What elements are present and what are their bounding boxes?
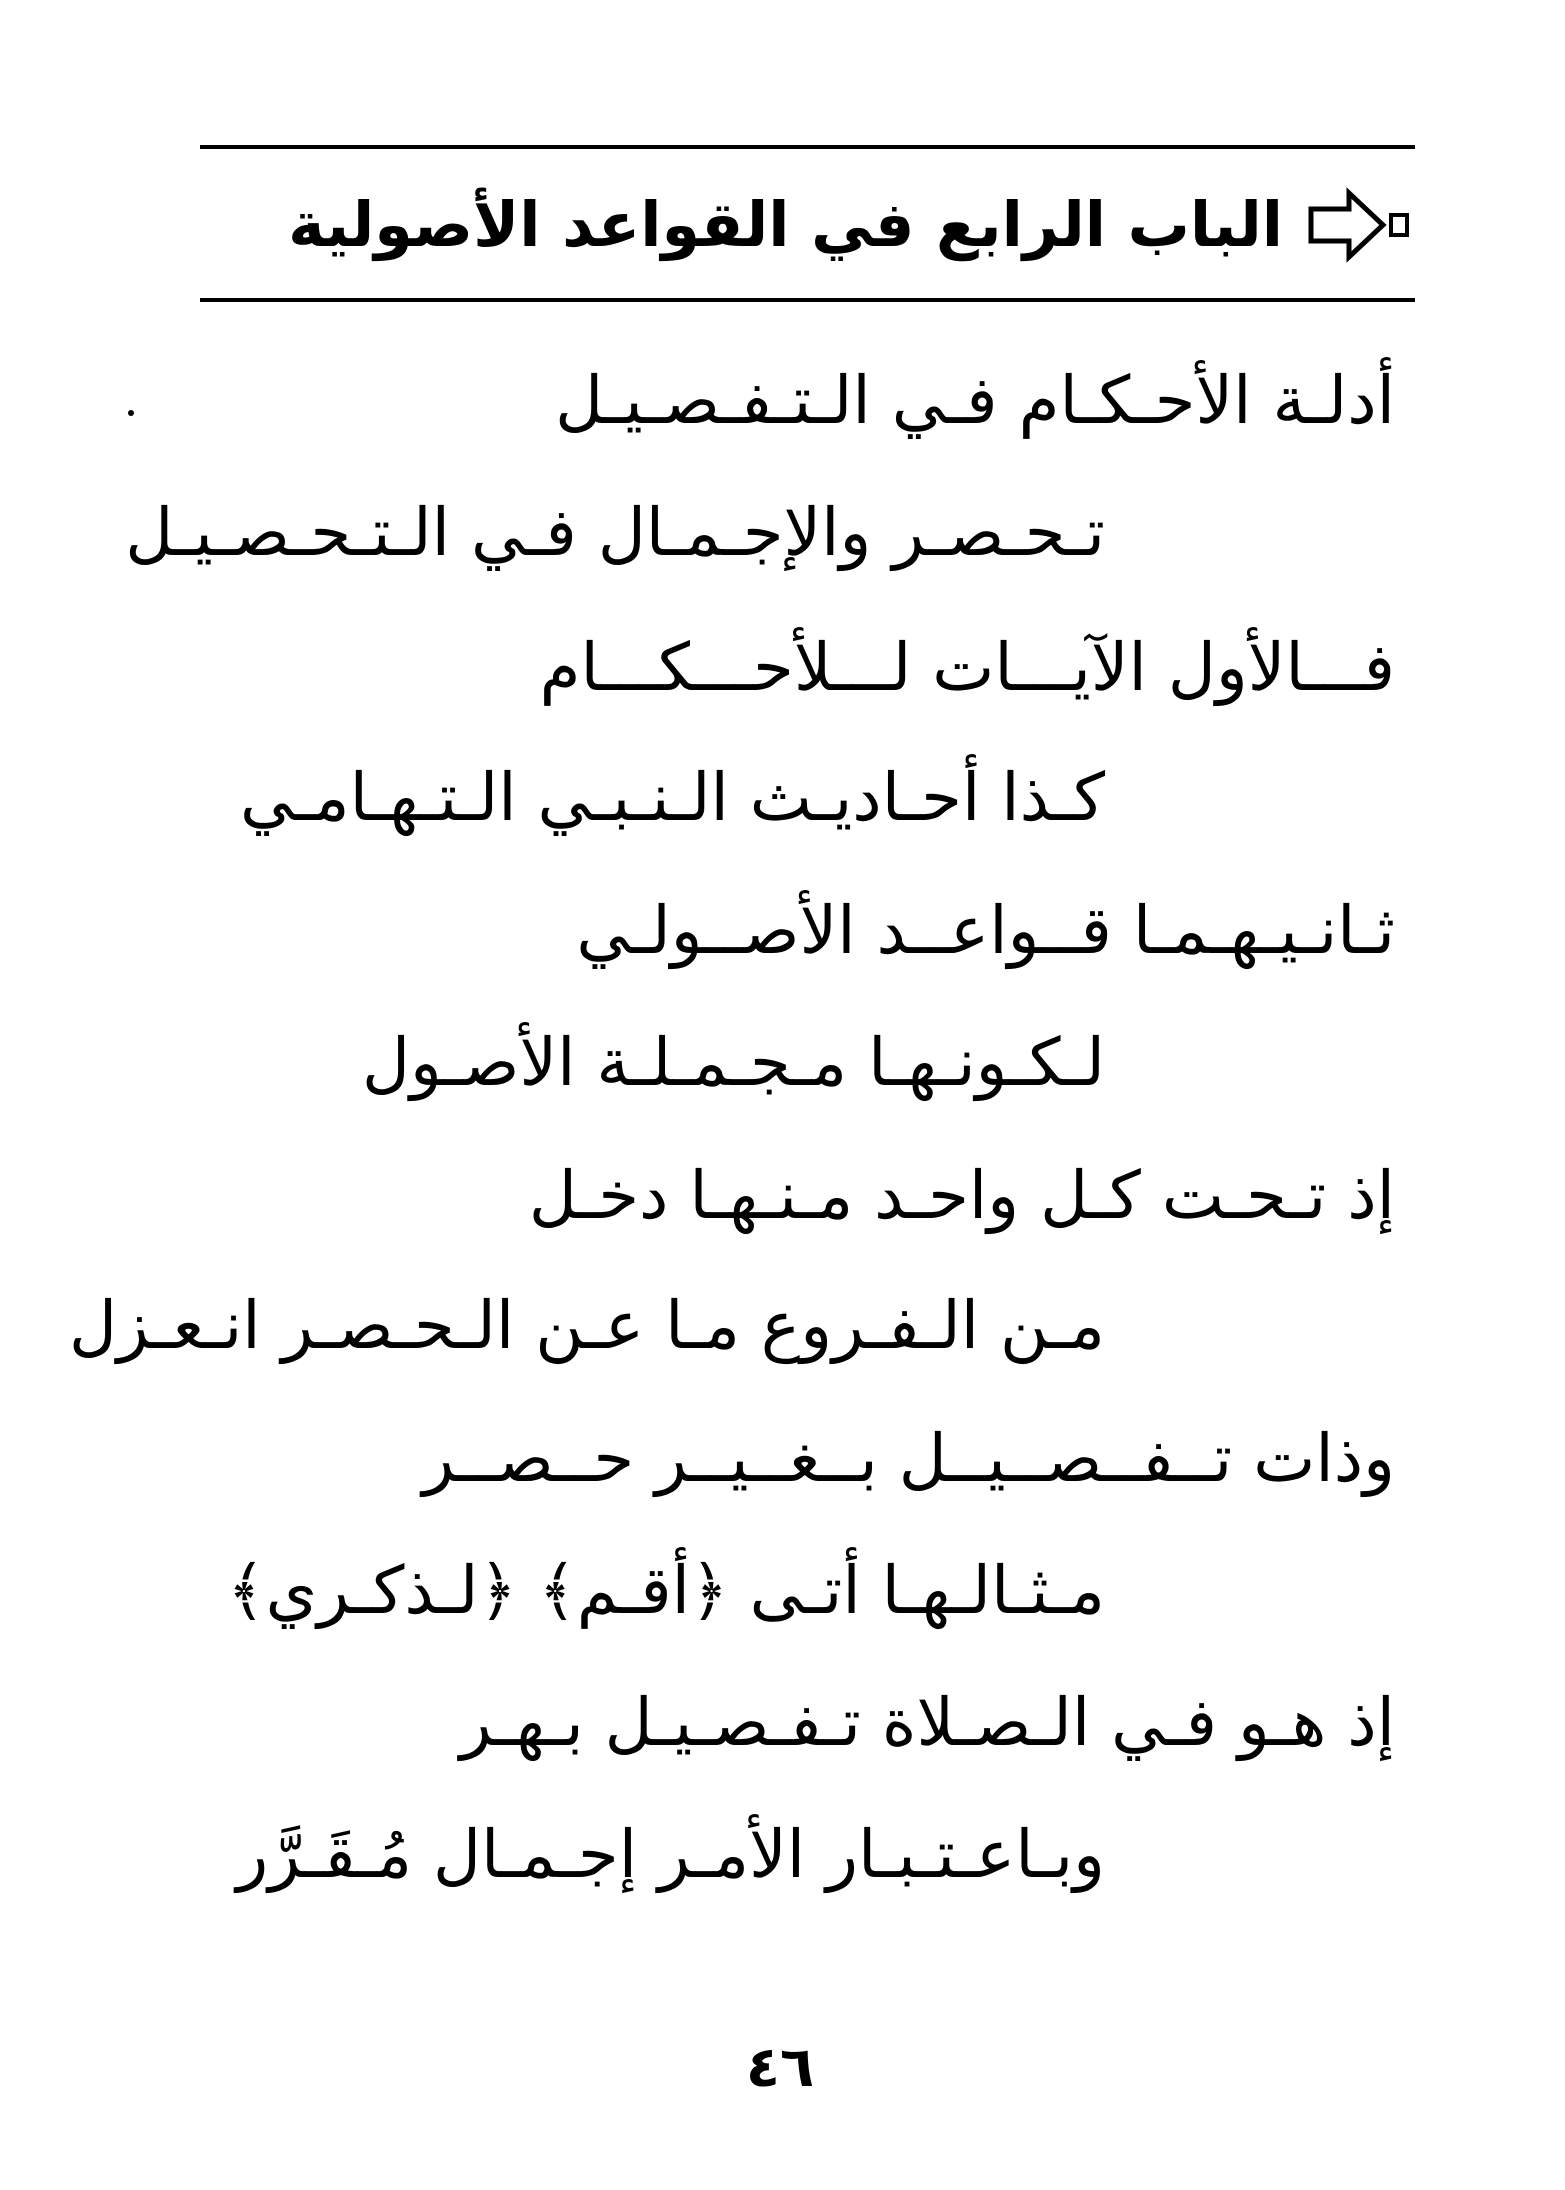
- arrow-right-outline-icon: [1305, 185, 1415, 265]
- verse-line: وذات تــفــصــيــل بــغــيــر حــصــر: [422, 1420, 1395, 1497]
- verse-line: ثـانـيـهـمـا قــواعــد الأصــولـي: [576, 892, 1395, 969]
- bottom-rule: [200, 298, 1415, 302]
- verse-line: تـحـصـر والإجـمـال فـي الـتـحـصـيـل: [125, 494, 1105, 571]
- chapter-title: الباب الرابع في القواعد الأصولية: [288, 188, 1283, 261]
- verse-line: إذ تـحـت كـل واحـد مـنـهـا دخـل: [528, 1157, 1395, 1234]
- verse-line: وبـاعـتـبـار الأمـر إجـمـال مُـقَـرَّر: [236, 1816, 1105, 1893]
- chapter-heading: [288, 175, 1415, 275]
- verse-line: إذ هـو فـي الـصـلاة تـفـصـيـل بـهـر: [459, 1684, 1395, 1761]
- verse-line: أدلـة الأحـكـام فـي الـتـفـصـيـل: [555, 362, 1395, 439]
- verse-line: مـثـالـهـا أتـى ﴿أقـم﴾ ﴿لـذكـري﴾: [226, 1552, 1105, 1629]
- page-number: ٤٦: [745, 2035, 815, 2100]
- top-rule: [200, 145, 1415, 149]
- verse-line: مـن الـفـروع مـا عـن الـحـصـر انـعـزل: [68, 1287, 1105, 1364]
- verse-line: لـكـونـهـا مـجـمـلـة الأصـول: [362, 1024, 1105, 1101]
- scan-speck: [128, 410, 134, 416]
- verse-line: كـذا أحـاديـث الـنـبـي الـتـهـامـي: [239, 759, 1105, 836]
- verse-line: فـــالأول الآيـــات لـــلأحـــكـــام: [539, 629, 1395, 706]
